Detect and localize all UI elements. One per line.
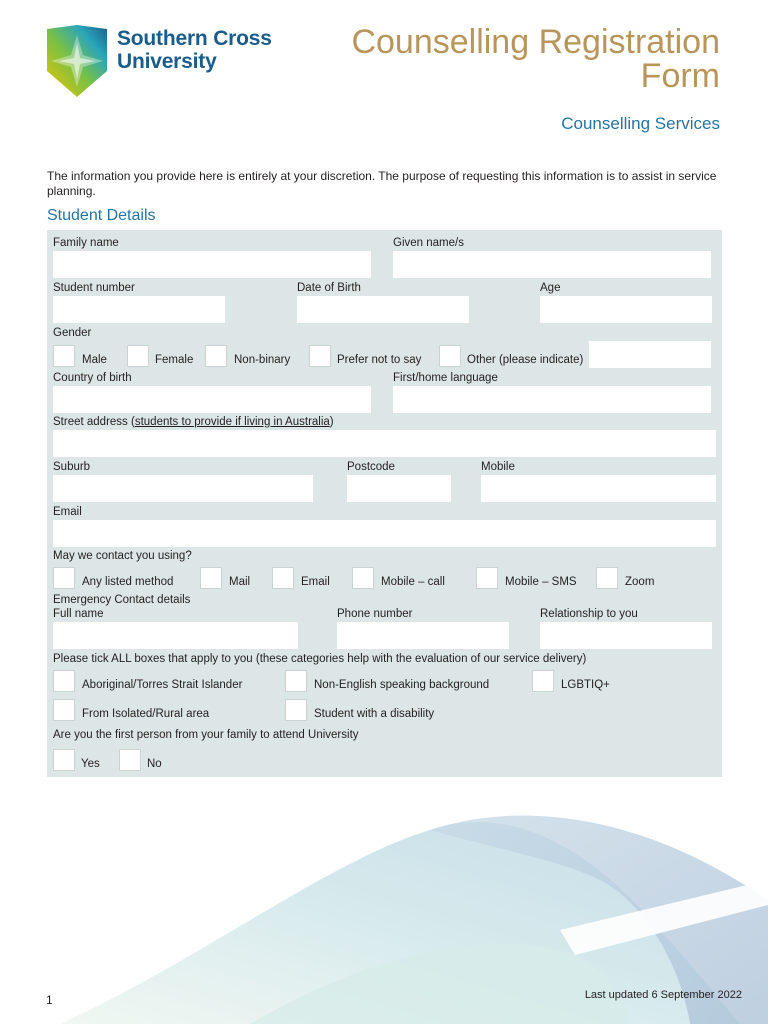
emergency-full-name-label: Full name xyxy=(53,608,104,620)
age-label: Age xyxy=(540,282,561,294)
contact-mail-label: Mail xyxy=(229,576,251,588)
contact-email-label: Email xyxy=(301,576,330,588)
contact-mobile-sms-checkbox[interactable] xyxy=(476,567,498,589)
contact-zoom-label: Zoom xyxy=(625,576,655,588)
mobile-input[interactable] xyxy=(481,475,716,502)
street-address-input[interactable] xyxy=(53,430,716,457)
family-name-input[interactable] xyxy=(53,251,371,278)
family-name-label: Family name xyxy=(53,237,119,249)
last-updated: Last updated 6 September 2022 xyxy=(584,989,742,1001)
category-lgbtiq-checkbox[interactable] xyxy=(532,670,554,692)
gender-prefer-not-label: Prefer not to say xyxy=(337,354,422,366)
gender-other-checkbox[interactable] xyxy=(439,345,461,367)
emergency-contact-title: Emergency Contact details xyxy=(53,594,191,606)
street-address-note-link[interactable]: students to provide if living in Australia xyxy=(134,416,330,428)
postcode-label: Postcode xyxy=(347,461,395,473)
form-title-line1: Counselling Registration xyxy=(351,23,720,61)
emergency-relationship-input[interactable] xyxy=(540,622,712,649)
contact-mobile-call-checkbox[interactable] xyxy=(352,567,374,589)
first-person-yes-checkbox[interactable] xyxy=(53,749,75,771)
postcode-input[interactable] xyxy=(347,475,451,502)
suburb-label: Suburb xyxy=(53,461,91,473)
university-name-line2: University xyxy=(117,50,217,73)
gender-female-label: Female xyxy=(155,354,194,366)
gender-female-checkbox[interactable] xyxy=(127,345,149,367)
contact-mobile-sms-label: Mobile – SMS xyxy=(505,576,577,588)
first-person-no-checkbox[interactable] xyxy=(119,749,141,771)
contact-question-label: May we contact you using? xyxy=(53,550,192,562)
gender-male-checkbox[interactable] xyxy=(53,345,75,367)
first-person-yes-label: Yes xyxy=(81,758,100,770)
university-name-line1: Southern Cross xyxy=(117,27,272,50)
contact-mobile-call-label: Mobile – call xyxy=(381,576,445,588)
gender-male-label: Male xyxy=(82,354,107,366)
first-language-label: First/home language xyxy=(393,372,498,384)
gender-label: Gender xyxy=(53,327,92,339)
gender-other-label: Other (please indicate) xyxy=(467,354,584,366)
given-names-label: Given name/s xyxy=(393,237,464,249)
first-person-no-label: No xyxy=(147,758,162,770)
intro-text: The information you provide here is entirely at your discretion. The purpose of requesting this information is to assist in service planning. xyxy=(47,169,717,198)
student-number-input[interactable] xyxy=(53,296,225,323)
emergency-full-name-input[interactable] xyxy=(53,622,298,649)
email-input[interactable] xyxy=(53,520,716,547)
categories-label: Please tick ALL boxes that apply to you (these categories help with the evaluation of our service delivery) xyxy=(53,653,587,665)
contact-zoom-checkbox[interactable] xyxy=(596,567,618,589)
student-number-label: Student number xyxy=(53,282,135,294)
form-title-line2: Form xyxy=(640,57,720,95)
category-disability-label: Student with a disability xyxy=(314,708,435,720)
section-title: Student Details xyxy=(47,207,156,224)
page-number: 1 xyxy=(46,993,53,1007)
emergency-relationship-label: Relationship to you xyxy=(540,608,638,620)
form-subtitle: Counselling Services xyxy=(561,114,720,133)
contact-mail-checkbox[interactable] xyxy=(200,567,222,589)
street-address-label-prefix: Street address ( xyxy=(53,416,135,428)
contact-email-checkbox[interactable] xyxy=(272,567,294,589)
category-atsi-label: Aboriginal/Torres Strait Islander xyxy=(82,679,243,691)
category-nesb-label: Non-English speaking background xyxy=(314,679,490,691)
category-atsi-checkbox[interactable] xyxy=(53,670,75,692)
category-nesb-checkbox[interactable] xyxy=(285,670,307,692)
age-input[interactable] xyxy=(540,296,712,323)
street-address-label-suffix: ) xyxy=(329,416,334,428)
gender-nonbinary-checkbox[interactable] xyxy=(205,345,227,367)
gender-nonbinary-label: Non-binary xyxy=(234,354,291,366)
mobile-label: Mobile xyxy=(481,461,515,473)
date-of-birth-input[interactable] xyxy=(297,296,469,323)
suburb-input[interactable] xyxy=(53,475,313,502)
gender-other-input[interactable] xyxy=(589,341,711,368)
first-person-label: Are you the first person from your family to attend University xyxy=(53,729,359,741)
first-language-input[interactable] xyxy=(393,386,711,413)
emergency-phone-input[interactable] xyxy=(337,622,509,649)
given-names-input[interactable] xyxy=(393,251,711,278)
date-of-birth-label: Date of Birth xyxy=(297,282,361,294)
contact-any-label: Any listed method xyxy=(82,576,174,588)
country-of-birth-label: Country of birth xyxy=(53,372,132,384)
university-name xyxy=(117,27,272,73)
category-disability-checkbox[interactable] xyxy=(285,699,307,721)
category-rural-checkbox[interactable] xyxy=(53,699,75,721)
student-details-panel xyxy=(47,230,722,777)
category-lgbtiq-label: LGBTIQ+ xyxy=(561,679,610,691)
university-shield-logo xyxy=(45,25,109,97)
form-title xyxy=(300,25,720,93)
country-of-birth-input[interactable] xyxy=(53,386,371,413)
email-label: Email xyxy=(53,506,82,518)
emergency-phone-label: Phone number xyxy=(337,608,413,620)
gender-prefer-not-checkbox[interactable] xyxy=(309,345,331,367)
category-rural-label: From Isolated/Rural area xyxy=(82,708,210,720)
contact-any-checkbox[interactable] xyxy=(53,567,75,589)
street-address-label xyxy=(53,416,334,428)
